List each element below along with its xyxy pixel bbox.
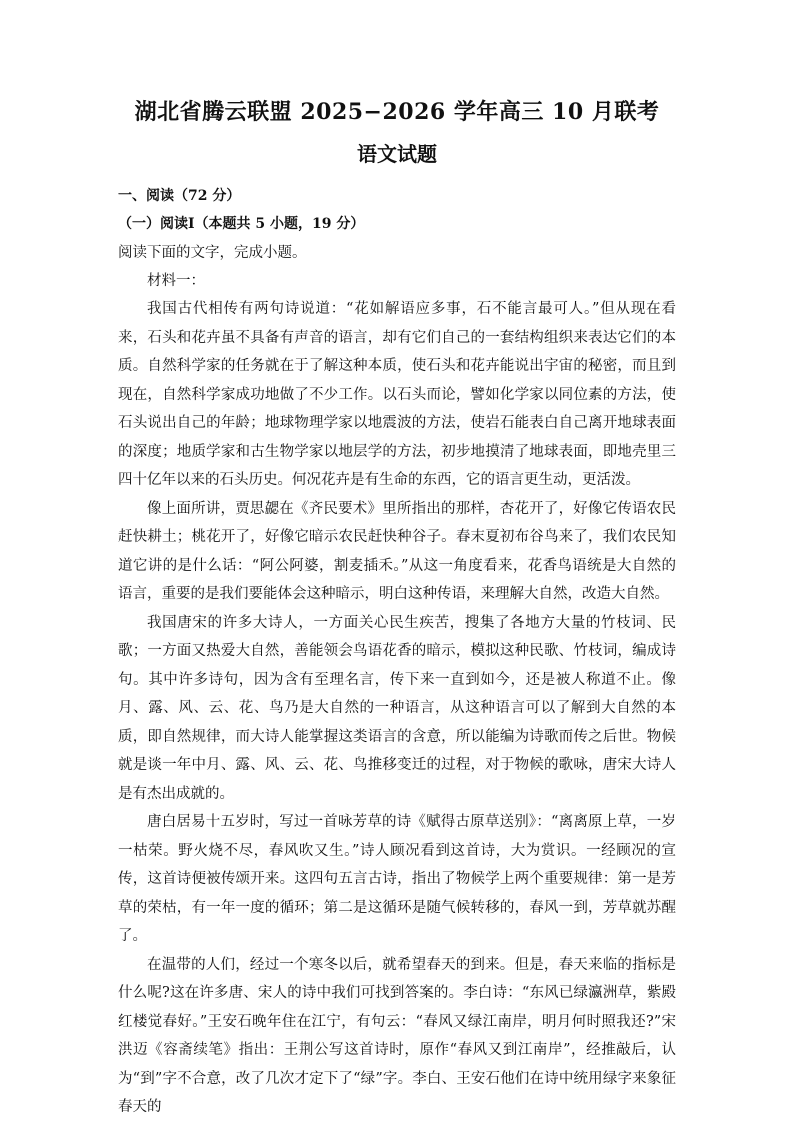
paragraph-1: 我国古代相传有两句诗说道：“花如解语应多事，石不能言最可人。”但从现在看来，石头和花卉虽不具备有声音的语言，却有它们自己的一套结构组织来表达它们的本质。自然科学家的任务就在于了解这种本质，使石头和花卉能说出宇宙的秘密，而且到现在，自然科学家成功地做了不少工作。以石头而论，譬如化学家以同位素的方法，使石头说出自己的年龄；地球物理学家以地震波的方法，使岩石能表白自己离开地球表面的深度；地质学家和古生物学家以地层学的方法，初步地摸清了地球表面，即地壳里三四十亿年以来的石头历史。何况花卉是有生命的东西，它的语言更生动，更活泼。: [118, 301, 676, 488]
material-label: 材料一：: [147, 273, 205, 289]
section-subheading: （一）阅读Ⅰ（本题共 5 小题，19 分）: [118, 216, 365, 232]
paragraph-2: 像上面所讲，贾思勰在《齐民要术》里所指出的那样，杏花开了，好像它传语农民赶快耕土；桃花开了，好像它暗示农民赶快种谷子。春末夏初布谷鸟来了，我们农民知道它讲的是什么话：“阿公阿婆，割麦插禾。”从这一角度看来，花香鸟语统是大自然的语言，重要的是我们要能体会这种暗示，明白这种传语，来理解大自然，改造大自然。: [118, 500, 676, 602]
paragraph-5: 在温带的人们，经过一个寒冬以后，就希望春天的到来。但是，春天来临的指标是什么呢?这在许多唐、宋人的诗中我们可找到答案的。李白诗：“东风已绿瀛洲草，紫殿红楼觉春好。”王安石晚年住在江宁，有句云：“春风又绿江南岸，明月何时照我还?”宋洪迈《容斋续笔》指出：王荆公写这首诗时，原作“春风又到江南岸”，经推敲后，认为“到”字不合意，改了几次才定下了“绿”字。李白、王安石他们在诗中统用绿字来象征春天的: [118, 956, 676, 1115]
paragraph-4: 唐白居易十五岁时，写过一首咏芳草的诗《赋得古原草送别》：“离离原上草，一岁一枯荣。野火烧不尽，春风吹又生。”诗人顾况看到这首诗，大为赏识。一经顾况的宣传，这首诗便被传颂开来。这四句五言古诗，指出了物候学上两个重要规律：第一是芳草的荣枯，有一年一度的循环；第二是这循环是随气候转移的，春风一到，芳草就苏醒了。: [118, 814, 676, 944]
exam-subtitle: 语文试题: [357, 142, 437, 166]
reading-instruction: 阅读下面的文字，完成小题。: [118, 245, 307, 261]
exam-title: 湖北省腾云联盟 2025−2026 学年高三 10 月联考: [134, 99, 660, 125]
paragraph-3: 我国唐宋的许多大诗人，一方面关心民生疾苦，搜集了各地方大量的竹枝词、民歌；一方面又热爱大自然，善能领会鸟语花香的暗示，模拟这种民歌、竹枝词，编成诗句。其中许多诗句，因为含有至理名言，传下来一直到如今，还是被人称道不止。像月、露、风、云、花、鸟乃是大自然的一种语言，从这种语言可以了解到大自然的本质，即自然规律，而大诗人能掌握这类语言的含意，所以能编为诗歌而传之后世。物候就是谈一年中月、露、风、云、花、鸟推移变迁的过程，对于物候的歌咏，唐宋大诗人是有杰出成就的。: [118, 614, 676, 802]
section-heading: 一、阅读（72 分）: [118, 188, 241, 204]
